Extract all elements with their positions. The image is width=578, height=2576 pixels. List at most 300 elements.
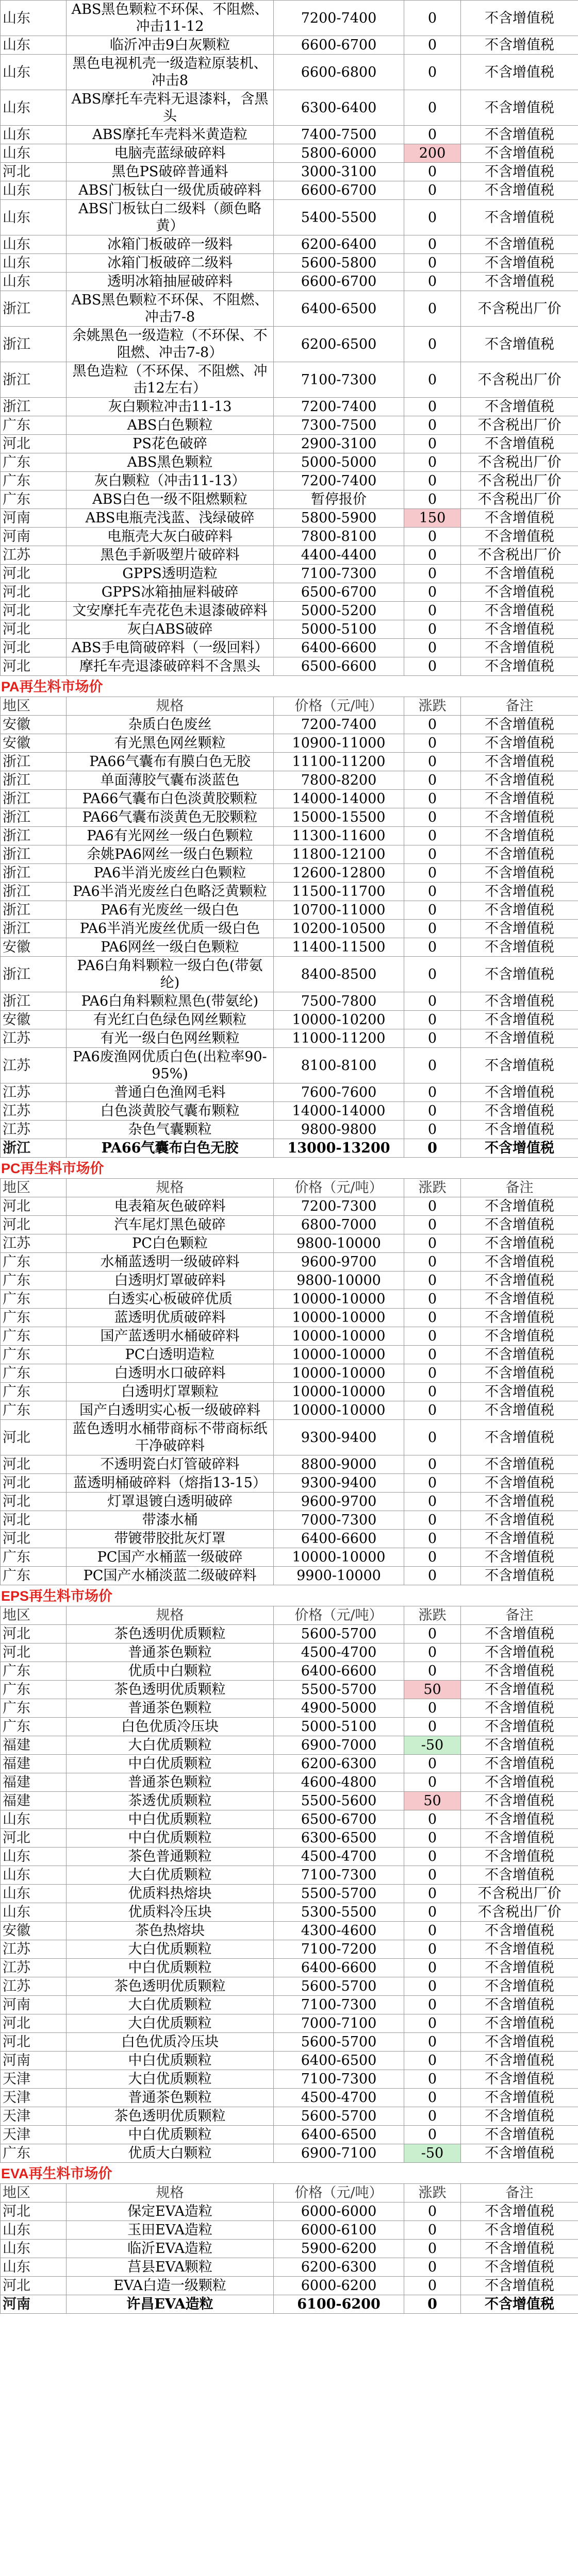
table-header-row [1,697,578,716]
price-cell: 6000-6100 [274,2221,404,2240]
spec-cell: 茶色透明优质颗粒 [67,2107,274,2126]
spec-cell: 中白优质颗粒 [67,1959,274,1977]
price-cell: 6400-6600 [274,1959,404,1977]
price-cell: 6400-6600 [274,1530,404,1548]
table-row [1,327,578,362]
change-cell: 0 [404,472,461,490]
table-row [1,602,578,620]
note-cell: 不含增值税 [461,657,578,676]
spec-cell: ABS门板钛白二级料（颜色略黄） [67,200,274,235]
note-cell: 不含增值税 [461,36,578,55]
region-cell: 山东 [1,1810,67,1829]
region-cell: 广东 [1,1681,67,1699]
spec-cell: 文安摩托车壳花色未退漆破碎料 [67,602,274,620]
change-cell: 0 [404,1996,461,2014]
region-cell: 浙江 [1,1139,67,1158]
header-change: 涨跌 [404,697,461,716]
change-cell: 0 [404,1083,461,1102]
change-cell: 0 [404,2107,461,2126]
spec-cell: PA66气囊布白色无胶 [67,1139,274,1158]
region-cell: 天津 [1,2126,67,2144]
spec-cell: GPPS透明造粒 [67,565,274,583]
region-cell: 浙江 [1,753,67,771]
change-cell: 0 [404,2240,461,2258]
change-cell: 0 [404,845,461,864]
note-cell: 不含增值税 [461,1346,578,1364]
price-cell: 6900-7000 [274,1736,404,1755]
region-cell: 山东 [1,1885,67,1903]
change-cell: 0 [404,2295,461,2314]
note-cell: 不含增值税 [461,1511,578,1530]
table-row [1,639,578,657]
change-cell: 0 [404,435,461,453]
note-cell: 不含增值税 [461,2202,578,2221]
price-cell: 14000-14000 [274,1102,404,1121]
change-cell: 0 [404,546,461,565]
table-row [1,1662,578,1681]
price-cell: 10000-10000 [274,1364,404,1383]
spec-cell: 优质料热熔块 [67,1885,274,1903]
change-cell: 0 [404,957,461,992]
region-cell: 广东 [1,1309,67,1327]
change-cell: 0 [404,254,461,273]
table-row [1,1272,578,1290]
price-cell: 6400-6600 [274,639,404,657]
spec-cell: PA6半消光废丝优质一级白色 [67,920,274,938]
spec-cell: 普通白色渔网毛料 [67,1083,274,1102]
table-row [1,1718,578,1736]
spec-cell: 单面薄胶气囊布淡蓝色 [67,771,274,790]
spec-cell: 杂色气囊颗粒 [67,1121,274,1139]
change-cell: 50 [404,1681,461,1699]
table-row [1,734,578,753]
region-cell: 山东 [1,273,67,291]
spec-cell: 白透明灯罩颗粒 [67,1383,274,1401]
spec-cell: 有光一级白色网丝颗粒 [67,1029,274,1048]
table-row [1,1548,578,1567]
spec-cell: 黑色电视机壳一级造粒原装机、冲击8 [67,55,274,90]
price-cell: 6200-6500 [274,327,404,362]
note-cell: 不含增值税 [461,771,578,790]
region-cell: 河北 [1,1420,67,1455]
change-cell: 0 [404,639,461,657]
region-cell: 河南 [1,528,67,546]
note-cell: 不含增值税 [461,957,578,992]
change-cell: 0 [404,2126,461,2144]
change-cell: 0 [404,1810,461,1829]
table-row [1,1885,578,1903]
note-cell: 不含增值税 [461,602,578,620]
table-row [1,845,578,864]
spec-cell: ABS门板钛白一级优质破碎料 [67,181,274,200]
change-cell: 0 [404,55,461,90]
table-row [1,753,578,771]
note-cell: 不含增值税 [461,1383,578,1401]
note-cell: 不含增值税 [461,2295,578,2314]
region-cell: 安徽 [1,1922,67,1940]
price-cell: 7200-7400 [274,472,404,490]
spec-cell: 白透明灯罩破碎料 [67,1272,274,1290]
spec-cell: 中白优质颗粒 [67,2052,274,2070]
price-cell: 11300-11600 [274,827,404,845]
change-cell: 0 [404,2033,461,2052]
region-cell: 山东 [1,1848,67,1866]
table-row [1,163,578,181]
spec-cell: 汽车尾灯黑色破碎 [67,1216,274,1234]
price-cell: 15000-15500 [274,808,404,827]
note-cell: 不含增值税 [461,90,578,126]
spec-cell: 冰箱门板破碎一级料 [67,235,274,254]
header-price: 价格（元/吨） [274,697,404,716]
region-cell: 山东 [1,90,67,126]
price-cell: 9800-10000 [274,1272,404,1290]
price-table [0,1178,578,1585]
spec-cell: ABS黑色颗粒 [67,453,274,472]
region-cell: 浙江 [1,291,67,327]
table-row [1,1197,578,1216]
spec-cell: 大白优质颗粒 [67,2070,274,2089]
price-cell: 暂停报价 [274,490,404,509]
price-cell: 7500-7800 [274,992,404,1011]
table-row [1,1699,578,1718]
table-row [1,1327,578,1346]
price-cell: 5000-5100 [274,620,404,639]
table-row [1,1567,578,1585]
price-cell: 5000-5000 [274,453,404,472]
table-row [1,716,578,734]
region-cell: 河北 [1,657,67,676]
change-cell: 0 [404,1216,461,1234]
region-cell: 山东 [1,2258,67,2277]
price-cell: 7100-7300 [274,362,404,398]
price-cell: 7100-7300 [274,2070,404,2089]
header-change: 涨跌 [404,1179,461,1197]
note-cell: 不含增值税 [461,55,578,90]
section-title: EPS再生料市场价 [1,1588,113,1604]
table-row [1,1401,578,1420]
note-cell: 不含增值税 [461,845,578,864]
note-cell: 不含增值税 [461,126,578,144]
region-cell: 山东 [1,126,67,144]
spec-cell: 蓝透明桶破碎料（熔指13-15） [67,1474,274,1493]
note-cell: 不含增值税 [461,734,578,753]
table-row [1,2144,578,2163]
spec-cell: PA6半消光废丝白色略泛黄颗粒 [67,883,274,901]
price-cell: 10900-11000 [274,734,404,753]
change-cell: -50 [404,1736,461,1755]
table-row [1,1253,578,1272]
change-cell: 0 [404,1977,461,1996]
change-cell: 0 [404,1139,461,1158]
region-cell: 河北 [1,1474,67,1493]
table-row [1,453,578,472]
table-row [1,1493,578,1511]
table-row [1,528,578,546]
table-row [1,2221,578,2240]
note-cell: 不含增值税 [461,1829,578,1848]
header-spec: 规格 [67,2184,274,2202]
price-cell: 6500-6700 [274,1810,404,1829]
change-cell: 0 [404,1102,461,1121]
price-cell: 9300-9400 [274,1474,404,1493]
price-cell: 5500-5700 [274,1681,404,1699]
table-row [1,2295,578,2314]
price-cell: 6200-6300 [274,1755,404,1773]
table-row [1,36,578,55]
spec-cell: 摩托车壳退漆破碎料不含黑头 [67,657,274,676]
change-cell: 0 [404,1567,461,1585]
region-cell: 山东 [1,235,67,254]
price-cell: 10200-10500 [274,920,404,938]
header-price: 价格（元/吨） [274,2184,404,2202]
region-cell: 河北 [1,1493,67,1511]
note-cell: 不含增值税 [461,1866,578,1885]
note-cell: 不含增值税 [461,2277,578,2295]
price-cell: 5400-5500 [274,200,404,235]
note-cell: 不含增值税 [461,235,578,254]
price-cell: 6800-7000 [274,1216,404,1234]
spec-cell: 茶色透明优质颗粒 [67,1977,274,1996]
change-cell: 0 [404,2052,461,2070]
table-row [1,1102,578,1121]
table-row [1,1383,578,1401]
change-cell: -50 [404,2144,461,2163]
spec-cell: 茶色普通颗粒 [67,1848,274,1866]
price-cell: 7800-8200 [274,771,404,790]
note-cell: 不含增值税 [461,1420,578,1455]
note-cell: 不含增值税 [461,2126,578,2144]
change-cell: 0 [404,181,461,200]
region-cell: 山东 [1,200,67,235]
price-cell: 4500-4700 [274,1848,404,1866]
price-cell: 5500-5600 [274,1792,404,1810]
change-cell: 0 [404,398,461,416]
region-cell: 广东 [1,1364,67,1383]
change-cell: 0 [404,1401,461,1420]
price-cell: 6300-6500 [274,1829,404,1848]
note-cell: 不含增值税 [461,1959,578,1977]
region-cell: 广东 [1,1346,67,1364]
table-row [1,2033,578,2052]
spec-cell: 黑色PS破碎普通料 [67,163,274,181]
price-cell: 10000-10000 [274,1346,404,1364]
region-cell: 福建 [1,1773,67,1792]
note-cell: 不含增值税 [461,1309,578,1327]
note-cell: 不含增值税 [461,639,578,657]
table-row [1,2258,578,2277]
price-cell: 6400-6500 [274,2052,404,2070]
price-cell: 6300-6400 [274,90,404,126]
price-cell: 4900-5000 [274,1699,404,1718]
table-row [1,864,578,883]
table-row [1,1625,578,1643]
note-cell: 不含增值税 [461,200,578,235]
region-cell: 山东 [1,1,67,36]
header-change: 涨跌 [404,1606,461,1625]
price-cell: 4300-4600 [274,1922,404,1940]
price-cell: 7200-7300 [274,1197,404,1216]
change-cell: 0 [404,1253,461,1272]
spec-cell: 莒县EVA颗粒 [67,2258,274,2277]
change-cell: 0 [404,1940,461,1959]
note-cell: 不含增值税 [461,790,578,808]
region-cell: 河北 [1,620,67,639]
note-cell: 不含增值税 [461,1474,578,1493]
spec-cell: 优质大白颗粒 [67,2144,274,2163]
table-row [1,620,578,639]
spec-cell: 普通茶色颗粒 [67,1699,274,1718]
region-cell: 安徽 [1,734,67,753]
table-header-row [1,1179,578,1197]
spec-cell: PC国产水桶淡蓝二级破碎料 [67,1567,274,1585]
spec-cell: 带镀带胶批灰灯罩 [67,1530,274,1548]
region-cell: 广东 [1,453,67,472]
price-table [0,2183,578,2314]
table-row [1,1922,578,1940]
change-cell: 0 [404,1493,461,1511]
price-cell: 5900-6200 [274,2240,404,2258]
spec-cell: 大白优质颗粒 [67,2014,274,2033]
header-spec: 规格 [67,697,274,716]
spec-cell: 灰白颗粒冲击11-13 [67,398,274,416]
change-cell: 0 [404,1364,461,1383]
note-cell: 不含增值税 [461,2052,578,2070]
change-cell: 0 [404,920,461,938]
change-cell: 0 [404,734,461,753]
price-cell: 7000-7100 [274,2014,404,2033]
header-note: 备注 [461,1179,578,1197]
price-cell: 6400-6600 [274,1662,404,1681]
table-row [1,90,578,126]
table-row [1,235,578,254]
note-cell: 不含税出厂价 [461,490,578,509]
region-cell: 河北 [1,2202,67,2221]
region-cell: 广东 [1,2144,67,2163]
change-cell: 0 [404,565,461,583]
spec-cell: PC国产水桶蓝一级破碎 [67,1548,274,1567]
table-row [1,790,578,808]
region-cell: 浙江 [1,845,67,864]
price-table [0,697,578,1158]
change-cell: 0 [404,90,461,126]
price-cell: 5000-5100 [274,1718,404,1736]
table-row [1,1048,578,1083]
change-cell: 0 [404,1699,461,1718]
change-cell: 0 [404,453,461,472]
spec-cell: 有光黑色网丝颗粒 [67,734,274,753]
price-cell: 11800-12100 [274,845,404,864]
change-cell: 0 [404,602,461,620]
spec-cell: 中白优质颗粒 [67,1755,274,1773]
table-row [1,1083,578,1102]
change-cell: 200 [404,144,461,163]
table-row [1,181,578,200]
note-cell: 不含税出厂价 [461,472,578,490]
region-cell: 广东 [1,1401,67,1420]
table-row [1,126,578,144]
spec-cell: 茶透优质颗粒 [67,1792,274,1810]
table-row [1,490,578,509]
note-cell: 不含增值税 [461,1792,578,1810]
note-cell: 不含增值税 [461,435,578,453]
change-cell: 50 [404,1792,461,1810]
note-cell: 不含增值税 [461,620,578,639]
change-cell: 0 [404,1848,461,1866]
price-cell: 8400-8500 [274,957,404,992]
price-cell: 10000-10200 [274,1011,404,1029]
header-spec: 规格 [67,1179,274,1197]
spec-cell: 茶色热熔块 [67,1922,274,1940]
note-cell: 不含增值税 [461,1996,578,2014]
spec-cell: 国产白透明实心板一级破碎料 [67,1401,274,1420]
table-row [1,565,578,583]
change-cell: 0 [404,2014,461,2033]
note-cell: 不含增值税 [461,992,578,1011]
note-cell: 不含增值税 [461,2240,578,2258]
region-cell: 河北 [1,1216,67,1234]
spec-cell: PA66气囊布有膜白色无胶 [67,753,274,771]
region-cell: 山东 [1,2240,67,2258]
spec-cell: 大白优质颗粒 [67,1996,274,2014]
change-cell: 0 [404,1455,461,1474]
change-cell: 0 [404,716,461,734]
price-cell: 11500-11700 [274,883,404,901]
region-cell: 江苏 [1,1102,67,1121]
region-cell: 山东 [1,1903,67,1922]
table-row [1,1455,578,1474]
region-cell: 河南 [1,2295,67,2314]
header-note: 备注 [461,2184,578,2202]
table-row [1,583,578,602]
region-cell: 安徽 [1,716,67,734]
note-cell: 不含增值税 [461,254,578,273]
region-cell: 广东 [1,1567,67,1585]
price-cell: 4600-4800 [274,1773,404,1792]
note-cell: 不含增值税 [461,327,578,362]
price-cell: 9800-10000 [274,1234,404,1253]
change-cell: 0 [404,1625,461,1643]
change-cell: 0 [404,901,461,920]
price-cell: 4400-4400 [274,546,404,565]
region-cell: 广东 [1,1548,67,1567]
table-row [1,901,578,920]
region-cell: 安徽 [1,1011,67,1029]
price-cell: 5600-5700 [274,2107,404,2126]
table-row [1,771,578,790]
region-cell: 江苏 [1,1121,67,1139]
price-cell: 2900-3100 [274,435,404,453]
price-cell: 11000-11200 [274,1029,404,1048]
spec-cell: 中白优质颗粒 [67,2126,274,2144]
table-row [1,1848,578,1866]
table-header-row [1,2184,578,2202]
note-cell: 不含增值税 [461,1977,578,1996]
change-cell: 0 [404,2202,461,2221]
note-cell: 不含增值税 [461,1253,578,1272]
spec-cell: EVA白造一级颗粒 [67,2277,274,2295]
note-cell: 不含增值税 [461,2089,578,2107]
change-cell: 0 [404,808,461,827]
region-cell: 河北 [1,1530,67,1548]
price-cell: 11100-11200 [274,753,404,771]
price-cell: 6100-6200 [274,2295,404,2314]
region-cell: 浙江 [1,957,67,992]
region-cell: 河北 [1,1455,67,1474]
region-cell: 河北 [1,1643,67,1662]
spec-cell: 中白优质颗粒 [67,1829,274,1848]
table-row [1,1866,578,1885]
change-cell: 0 [404,1548,461,1567]
